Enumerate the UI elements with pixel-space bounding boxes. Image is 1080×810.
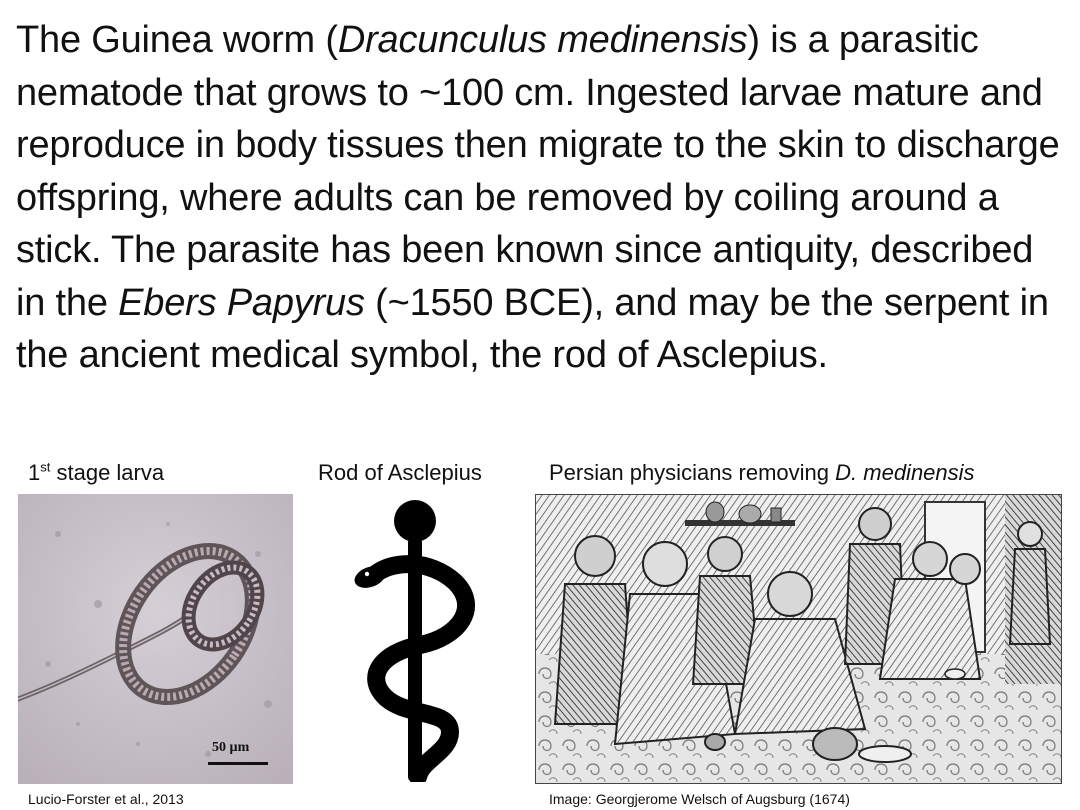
body-paragraph xyxy=(16,14,1071,382)
larva-caption-ordinal: st xyxy=(40,459,51,475)
rod-of-asclepius-icon xyxy=(350,497,480,782)
engraving-image-credit: Image: Georgjerome Welsch of Augsburg (1674) xyxy=(549,791,850,807)
larva-caption xyxy=(28,460,164,486)
persian-caption xyxy=(549,460,975,486)
scale-bar-label: 50 µm xyxy=(212,740,250,755)
species-name: Dracunculus medinensis xyxy=(337,19,748,61)
paragraph-part-3: (~1550 BCE), and may be the serpent in the ancient medical symbol, the rod of Asclepius. xyxy=(16,281,1049,376)
larva-micrograph xyxy=(18,494,293,784)
engraving-art xyxy=(535,494,1062,784)
paragraph-part-2: ) is a parasitic nematode that grows to ~100 cm. Ingested larvae mature and reproduce in body tissues then migrate to the skin to discharge offspring, where adults can be removed by coiling around a stick. The parasite has been known since antiquity, described in the xyxy=(16,19,1060,324)
rod-caption: Rod of Asclepius xyxy=(318,460,482,485)
larva-caption-number: 1 xyxy=(28,460,41,485)
papyrus-name: Ebers Papyrus xyxy=(118,281,365,324)
persian-caption-species: D. medinensis xyxy=(835,460,975,485)
paragraph-part-1: The Guinea worm ( xyxy=(16,19,338,61)
persian-caption-prefix: Persian physicians removing xyxy=(549,460,836,485)
larva-image-credit: Lucio-Forster et al., 2013 xyxy=(28,791,184,807)
larva-caption-rest: stage larva xyxy=(50,460,165,485)
persian-physicians-engraving xyxy=(535,494,1062,784)
larva-micrograph-art xyxy=(18,494,293,784)
